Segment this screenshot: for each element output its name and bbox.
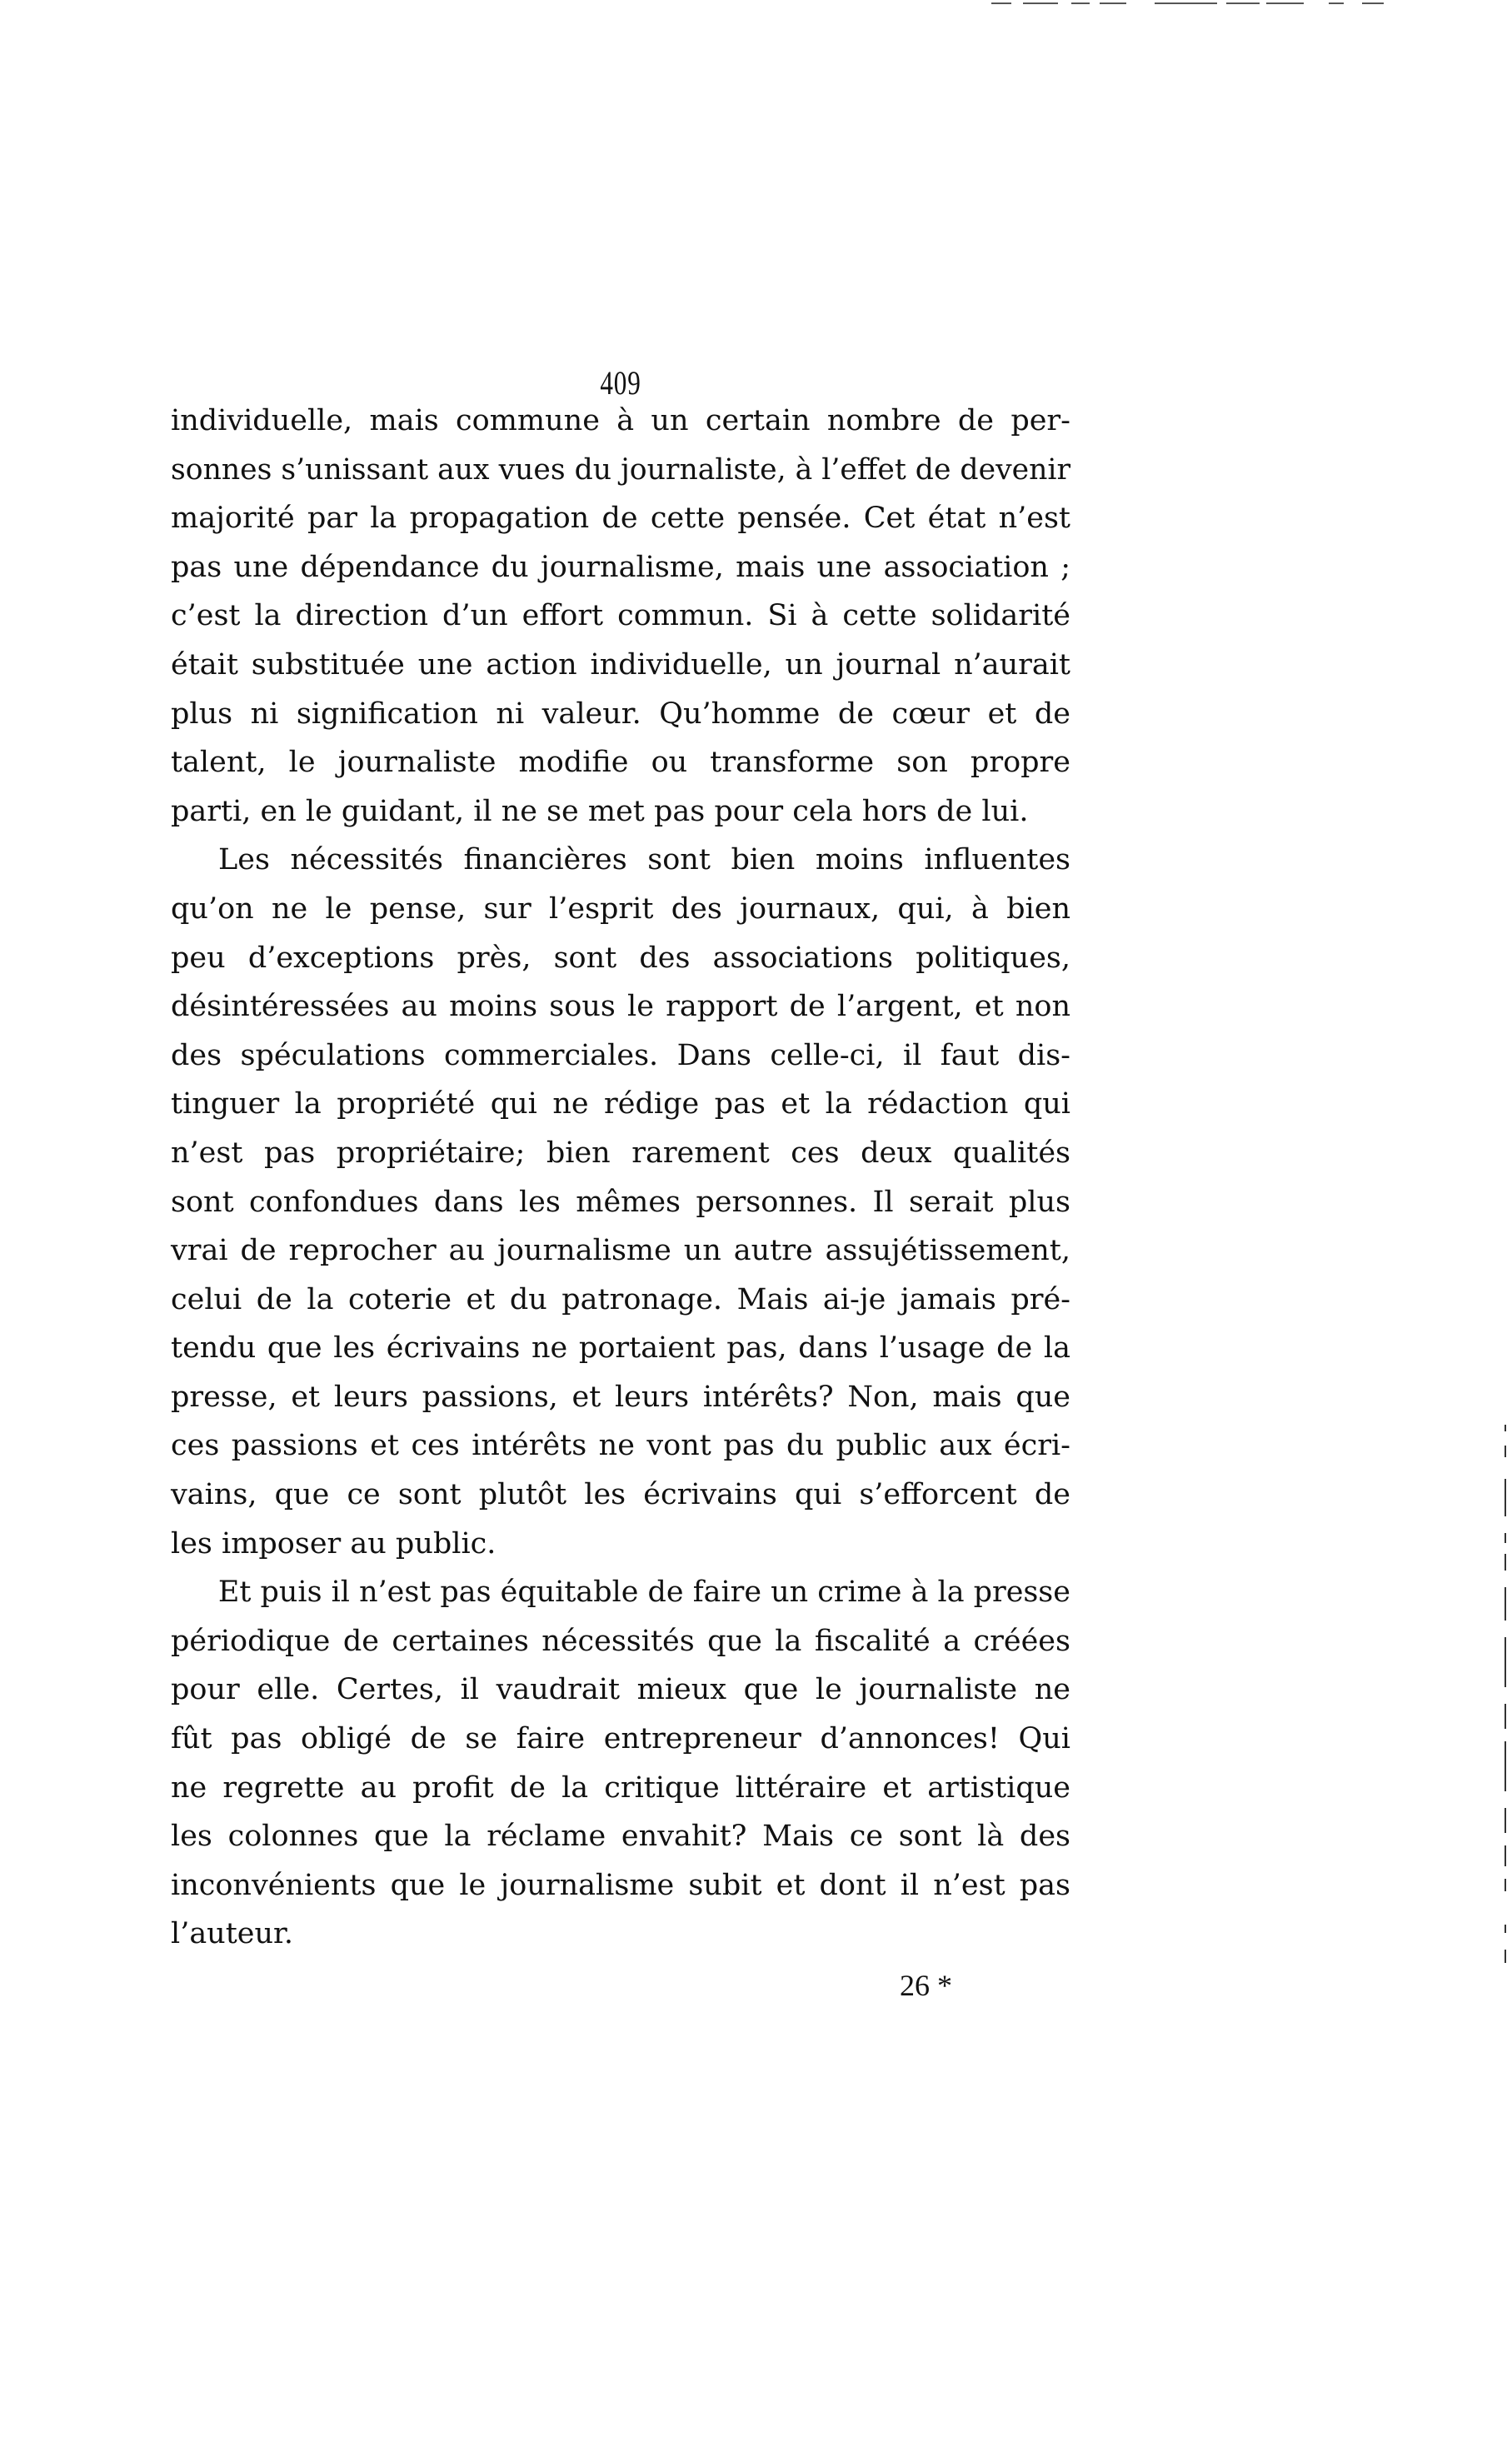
text-line: tendu que les écrivains ne portaient pas, dans l’usage de la [171,1331,1070,1366]
text-line: périodique de certaines nécessités que la fiscalité a créées [171,1624,1070,1658]
text-line: plus ni signification ni valeur. Qu’homme de cœur et de [171,697,1070,731]
text-line: l’auteur. [171,1917,294,1951]
page-number: 409 [600,364,641,402]
text-line: les colonnes que la réclame envahit? Mais ce sont là des [171,1820,1070,1854]
text-line: pour elle. Certes, il vaudrait mieux que le journaliste ne [171,1673,1070,1707]
text-line: n’est pas propriétaire; bien rarement ces deux qualités [171,1136,1070,1170]
text-line: presse, et leurs passions, et leurs intérêts? Non, mais que [171,1380,1070,1414]
body-text [171,397,1070,1959]
text-line: Et puis il n’est pas équitable de faire un crime à la presse [217,1576,1070,1610]
text-line: était substituée une action individuelle, un journal n’aurait [171,647,1070,682]
text-line: tinguer la propriété qui ne rédige pas et la rédaction qui [171,1087,1070,1121]
text-line: majorité par la propagation de cette pensée. Cet état n’est [171,502,1070,536]
text-line: sonnes s’unissant aux vues du journaliste, à l’effet de devenir [171,452,1070,487]
text-line: sont confondues dans les mêmes personnes. Il serait plus [171,1185,1070,1219]
text-line: talent, le journaliste modifie ou transforme son propre [171,746,1070,780]
text-line: vrai de reprocher au journalisme un autre assujétissement, [171,1234,1070,1268]
text-line: ne regrette au profit de la critique littéraire et artistique [171,1770,1070,1805]
text-line: pas une dépendance du journalisme, mais une association ; [171,550,1070,584]
text-line: des spéculations commerciales. Dans celle-ci, il faut dis- [171,1038,1070,1072]
text-line: qu’on ne le pense, sur l’esprit des journaux, qui, à bien [171,891,1070,926]
text-line: individuelle, mais commune à un certain nombre de per- [171,404,1070,437]
text-line: peu d’exceptions près, sont des associations politiques, [171,941,1070,975]
text-line: les imposer au public. [171,1526,497,1561]
text-line: inconvénients que le journalisme subit et dont il n’est pas [171,1868,1070,1902]
text-line: ces passions et ces intérêts ne vont pas du public aux écri- [171,1429,1070,1463]
text-line: désintéressées au moins sous le rapport de l’argent, et non [171,990,1070,1024]
text-line: celui de la coterie et du patronage. Mais ai-je jamais pré- [171,1282,1070,1316]
scan-edge-artifact [991,2,1475,7]
text-line: fût pas obligé de se faire entrepreneur d’annonces! Qui [171,1722,1070,1756]
text-line: parti, en le guidant, il ne se met pas pour cela hors de lui. [171,794,1029,828]
text-line: vains, que ce sont plutôt les écrivains qui s’efforcent de [171,1478,1070,1512]
text-line: c’est la direction d’un effort commun. Si à cette solidarité [171,599,1070,633]
text-line: Les nécessités financières sont bien moins influentes [218,843,1070,877]
scan-side-artifact [1505,1416,1507,2166]
signature-mark: 26 * [900,1969,952,2002]
